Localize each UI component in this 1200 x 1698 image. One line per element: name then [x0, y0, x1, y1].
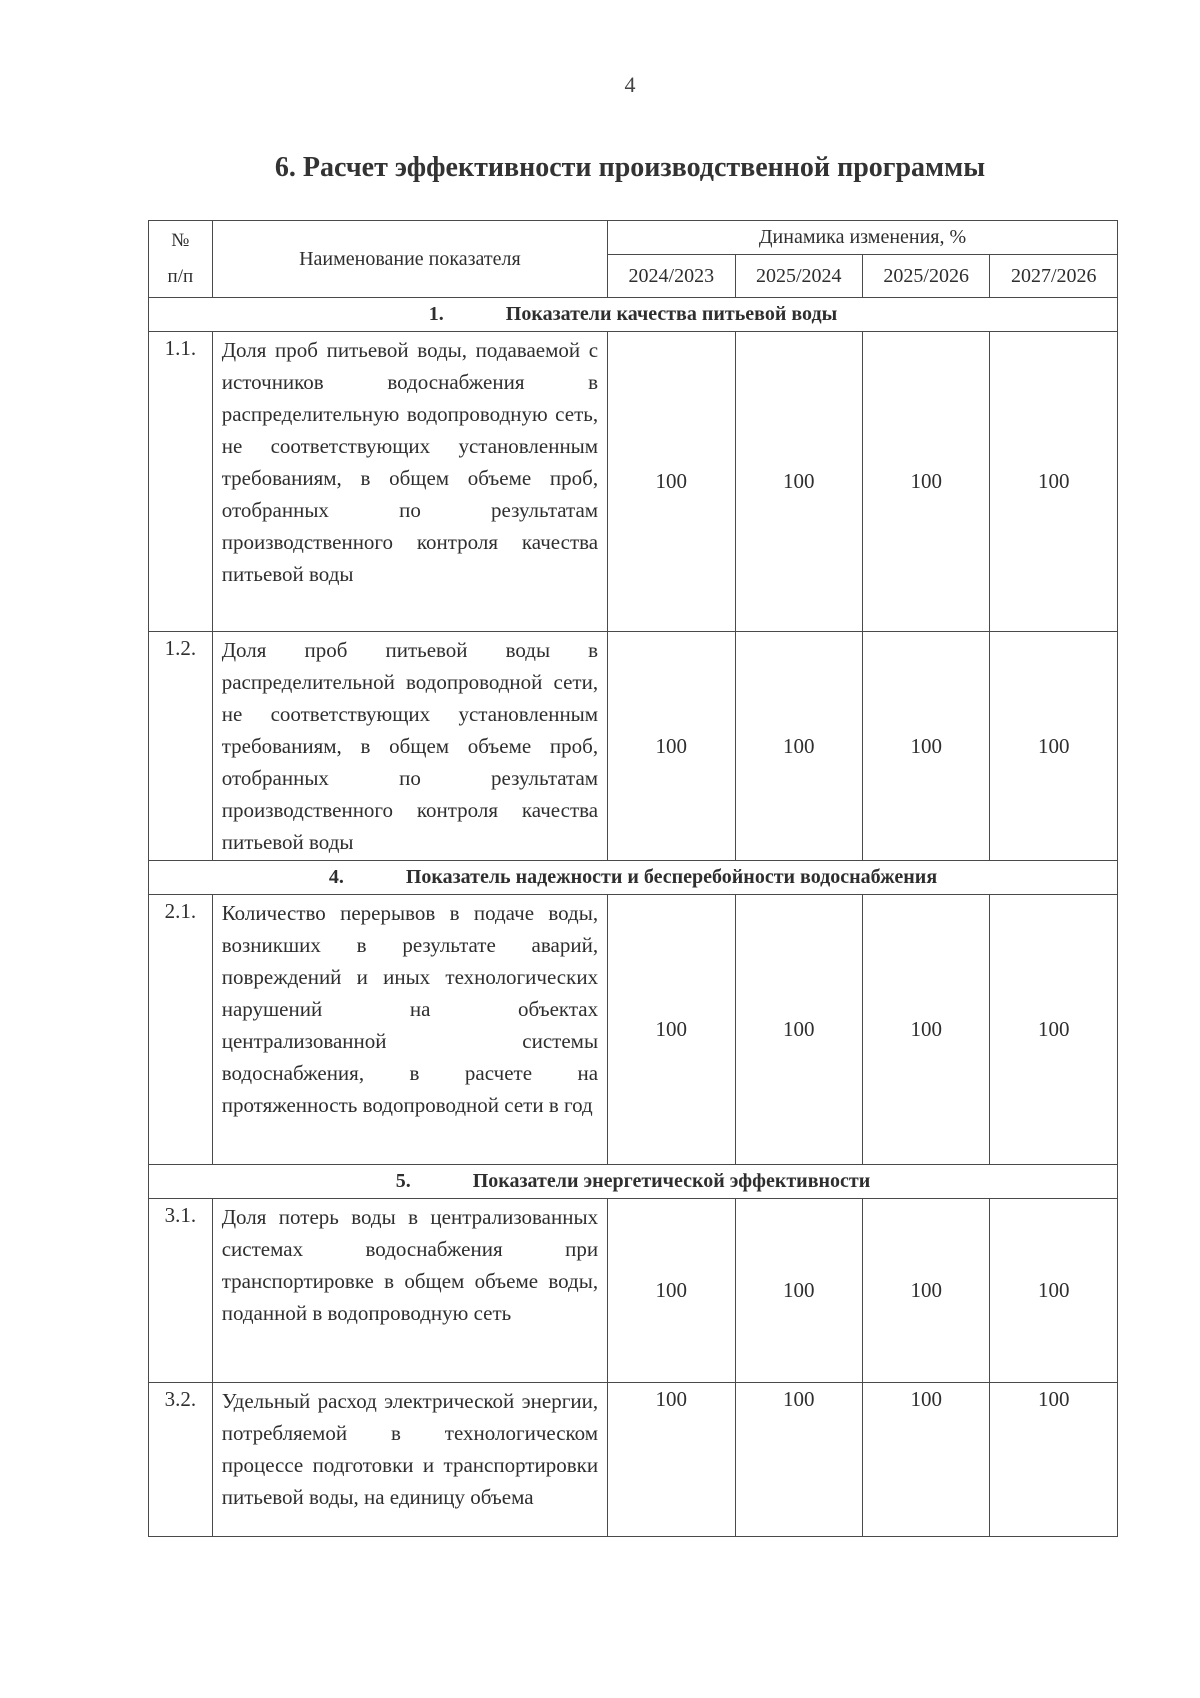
header-number-abbr: п/п: [167, 266, 194, 287]
row-value-3: 100: [862, 632, 989, 861]
header-year-1: 2024/2023: [608, 255, 735, 298]
section-title-cell: [149, 861, 1118, 895]
section-number: 5.: [395, 1170, 411, 1192]
row-value-1: 100: [608, 332, 735, 632]
section-number: 4.: [328, 866, 344, 888]
header-number-symbol: №: [171, 230, 190, 251]
row-number: 3.2.: [149, 1383, 213, 1537]
header-year-3: 2025/2026: [862, 255, 989, 298]
section-title-cell: [149, 1165, 1118, 1199]
header-dynamics: Динамика изменения, %: [608, 221, 1118, 255]
section-row: [149, 861, 1118, 895]
row-value-3: 100: [862, 1383, 989, 1537]
row-indicator-name: Доля проб питьевой воды, подаваемой с источников водоснабжения в распределительную водопроводную сеть, не соответствующих установленным требованиям, в общем объеме проб, отобранных по результатам производственного контроля качества питьевой воды: [212, 332, 607, 632]
indicators-table: [148, 220, 1118, 1537]
row-value-3: 100: [862, 895, 989, 1165]
row-value-4: 100: [990, 895, 1118, 1165]
row-value-2: 100: [735, 895, 862, 1165]
row-value-4: 100: [990, 332, 1118, 632]
row-indicator-name: Количество перерывов в подаче воды, возникших в результате аварий, повреждений и иных технологических нарушений на объектах централизованной системы водоснабжения, в расчете на протяженность водопроводной сети в год: [212, 895, 607, 1165]
row-indicator-name: Доля потерь воды в централизованных системах водоснабжения при транспортировке в общем объеме воды, поданной в водопроводную сеть: [212, 1199, 607, 1383]
row-value-2: 100: [735, 1199, 862, 1383]
section-number: 1.: [428, 303, 444, 325]
table-row: [149, 632, 1118, 861]
header-indicator-name: Наименование показателя: [212, 221, 607, 298]
row-number: 1.1.: [149, 332, 213, 632]
header-row-1: [149, 221, 1118, 255]
row-number: 1.2.: [149, 632, 213, 861]
row-value-1: 100: [608, 895, 735, 1165]
row-indicator-name: Доля проб питьевой воды в распределительной водопроводной сети, не соответствующих установленным требованиям, в общем объеме проб, отобранных по результатам производственного контроля качества питьевой воды: [212, 632, 607, 861]
section-heading: 6. Расчет эффективности производственной программы: [274, 152, 986, 183]
row-number: 3.1.: [149, 1199, 213, 1383]
section-title: Показатель надежности и бесперебойности водоснабжения: [405, 866, 938, 888]
row-value-4: 100: [990, 1199, 1118, 1383]
table-row: [149, 1199, 1118, 1383]
section-title: Показатели качества питьевой воды: [505, 303, 838, 325]
row-value-3: 100: [862, 332, 989, 632]
section-title-cell: [149, 298, 1118, 332]
header-number-cell: [149, 221, 213, 298]
table-row: [149, 332, 1118, 632]
row-value-2: 100: [735, 1383, 862, 1537]
row-value-4: 100: [990, 632, 1118, 861]
row-number: 2.1.: [149, 895, 213, 1165]
table-row: [149, 895, 1118, 1165]
row-value-2: 100: [735, 332, 862, 632]
row-indicator-name: Удельный расход электрической энергии, потребляемой в технологическом процессе подготовки и транспортировки питьевой воды, на единицу объема: [212, 1383, 607, 1537]
header-year-2: 2025/2024: [735, 255, 862, 298]
row-value-1: 100: [608, 1383, 735, 1537]
row-value-2: 100: [735, 632, 862, 861]
section-title: Показатели энергетической эффективности: [472, 1170, 871, 1192]
table-row: [149, 1383, 1118, 1537]
section-row: [149, 1165, 1118, 1199]
row-value-4: 100: [990, 1383, 1118, 1537]
header-year-4: 2027/2026: [990, 255, 1118, 298]
row-value-3: 100: [862, 1199, 989, 1383]
row-value-1: 100: [608, 632, 735, 861]
section-row: [149, 298, 1118, 332]
page-number: 4: [624, 72, 636, 97]
row-value-1: 100: [608, 1199, 735, 1383]
